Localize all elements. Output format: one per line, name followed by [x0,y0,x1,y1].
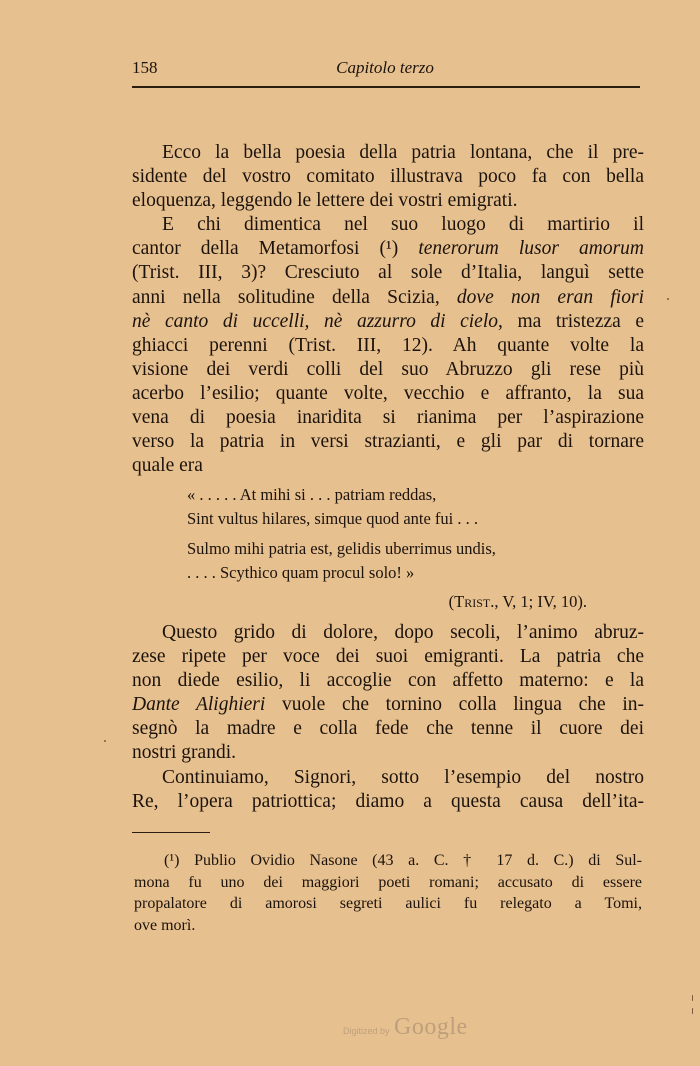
text-line [132,645,644,669]
watermark-prefix: Digitized by [343,1026,390,1036]
text-line [132,406,644,430]
text-line [132,286,644,310]
footnote-rule [132,832,210,833]
scan-speck [104,740,106,742]
text: segnò la madre e colla fede che tenne il cuore dei [132,718,644,740]
text-line [132,454,644,478]
text-line [132,766,644,790]
verse-line: . . . . Scythico quam procul solo! » [187,562,415,582]
text-line [132,261,644,285]
text-line [132,621,644,645]
verse-line: « . . . . . At mihi si . . . patriam reddas, [187,485,437,504]
digitized-watermark [343,1014,468,1041]
header-rule [132,86,640,88]
footnote-line [134,872,642,894]
paragraphs-top [132,141,644,478]
italic-text: Dante Alighieri [132,694,266,716]
text: ove morì. [134,917,196,935]
footnote [134,850,642,937]
text-line [132,237,644,261]
verse-line: Sulmo mihi patria est, gelidis uberrimus undis, [187,539,496,558]
text: Continuiamo, Signori, sotto l’esempio del nostro [162,766,644,788]
footnote-line [134,893,642,915]
citation-rest: , V, 1; IV, 10). [494,592,587,611]
text-line [132,430,644,454]
verse-citation [187,590,587,614]
text: Re, l’opera patriottica; diamo a questa causa dell’ita- [132,790,644,812]
text-line [132,669,644,693]
text: vena di poesia inaridita si rianima per l’aspirazione [132,407,644,429]
italic-text: dove non eran fiori [456,286,644,308]
text-line [132,165,644,189]
text-line [132,790,644,814]
text-line [132,717,644,741]
text: cantor della Metamorfosi (¹) [132,238,419,260]
italic-text: tenerorum lusor amorum [418,238,644,260]
text: Questo grido di dolore, dopo secoli, l’animo abruz- [162,622,644,643]
citation-abbr: Trist. [454,592,495,611]
text-line [132,693,644,717]
text-line [132,358,644,382]
footnote-line [134,850,642,872]
text: zese ripete per voce dei suoi emigranti. La patria che [132,646,644,668]
text: (¹) Publio Ovidio Nasone (43 a. C. † 17 d. C.) di Sul- [164,852,642,869]
text-line [132,310,644,334]
text: eloquenza, leggendo le lettere dei vostri emigrati. [132,190,518,212]
citation-open: ( [448,592,455,611]
text-line [132,334,644,358]
text: nostri grandi. [132,742,236,764]
text: vuole che tornino colla lingua che in- [265,694,644,716]
text: (Trist. III, 3)? Cresciuto al sole d’Italia, languì sette [132,262,644,284]
text: mona fu uno dei maggiori poeti romani; accusato di essere [134,873,642,891]
google-logo: Google [393,1014,468,1040]
text: E chi dimentica nel suo luogo di martirio il [162,214,644,236]
text: acerbo l’esilio; quante volte, vecchio e affranto, la sua [132,382,644,404]
text-line [132,141,644,165]
verse-line: Sint vultus hilares, simque quod ante fui . . . [187,508,479,528]
paragraphs-bottom [132,621,644,814]
verse-quotation [187,483,587,614]
text: non diede esilio, li accoglie con affetto materno: e la [132,670,644,692]
text-line [132,213,644,237]
text: verso la patria in versi strazianti, e gli par di tornare [132,431,644,453]
text: visione dei verdi colli del suo Abruzzo gli rese più [132,358,644,380]
footnote-line [134,915,642,937]
italic-text: nè canto di uccelli, nè azzurro di cielo [132,310,499,332]
text: anni nella solitudine della Scizia, [132,286,457,308]
text-line [132,382,644,406]
scan-speck [667,298,669,300]
running-title: Capitolo terzo [336,58,434,77]
text-line [132,189,644,213]
text: quale era [132,455,203,477]
page-number: 158 [132,58,158,77]
text: Ecco la bella poesia della patria lontana, che il pre- [162,142,644,163]
scan-speck [692,995,693,1001]
text: propalatore di amorosi segreti aulici fu relegato a Tomi, [134,895,642,913]
text: ghiacci perenni (Trist. III, 12). Ah quante volte la [132,334,644,356]
text: sidente del vostro comitato illustrava poco fa con bella [132,166,644,188]
text: , ma tristezza e [498,310,645,332]
text-line [132,741,644,765]
scan-speck [692,1008,693,1014]
